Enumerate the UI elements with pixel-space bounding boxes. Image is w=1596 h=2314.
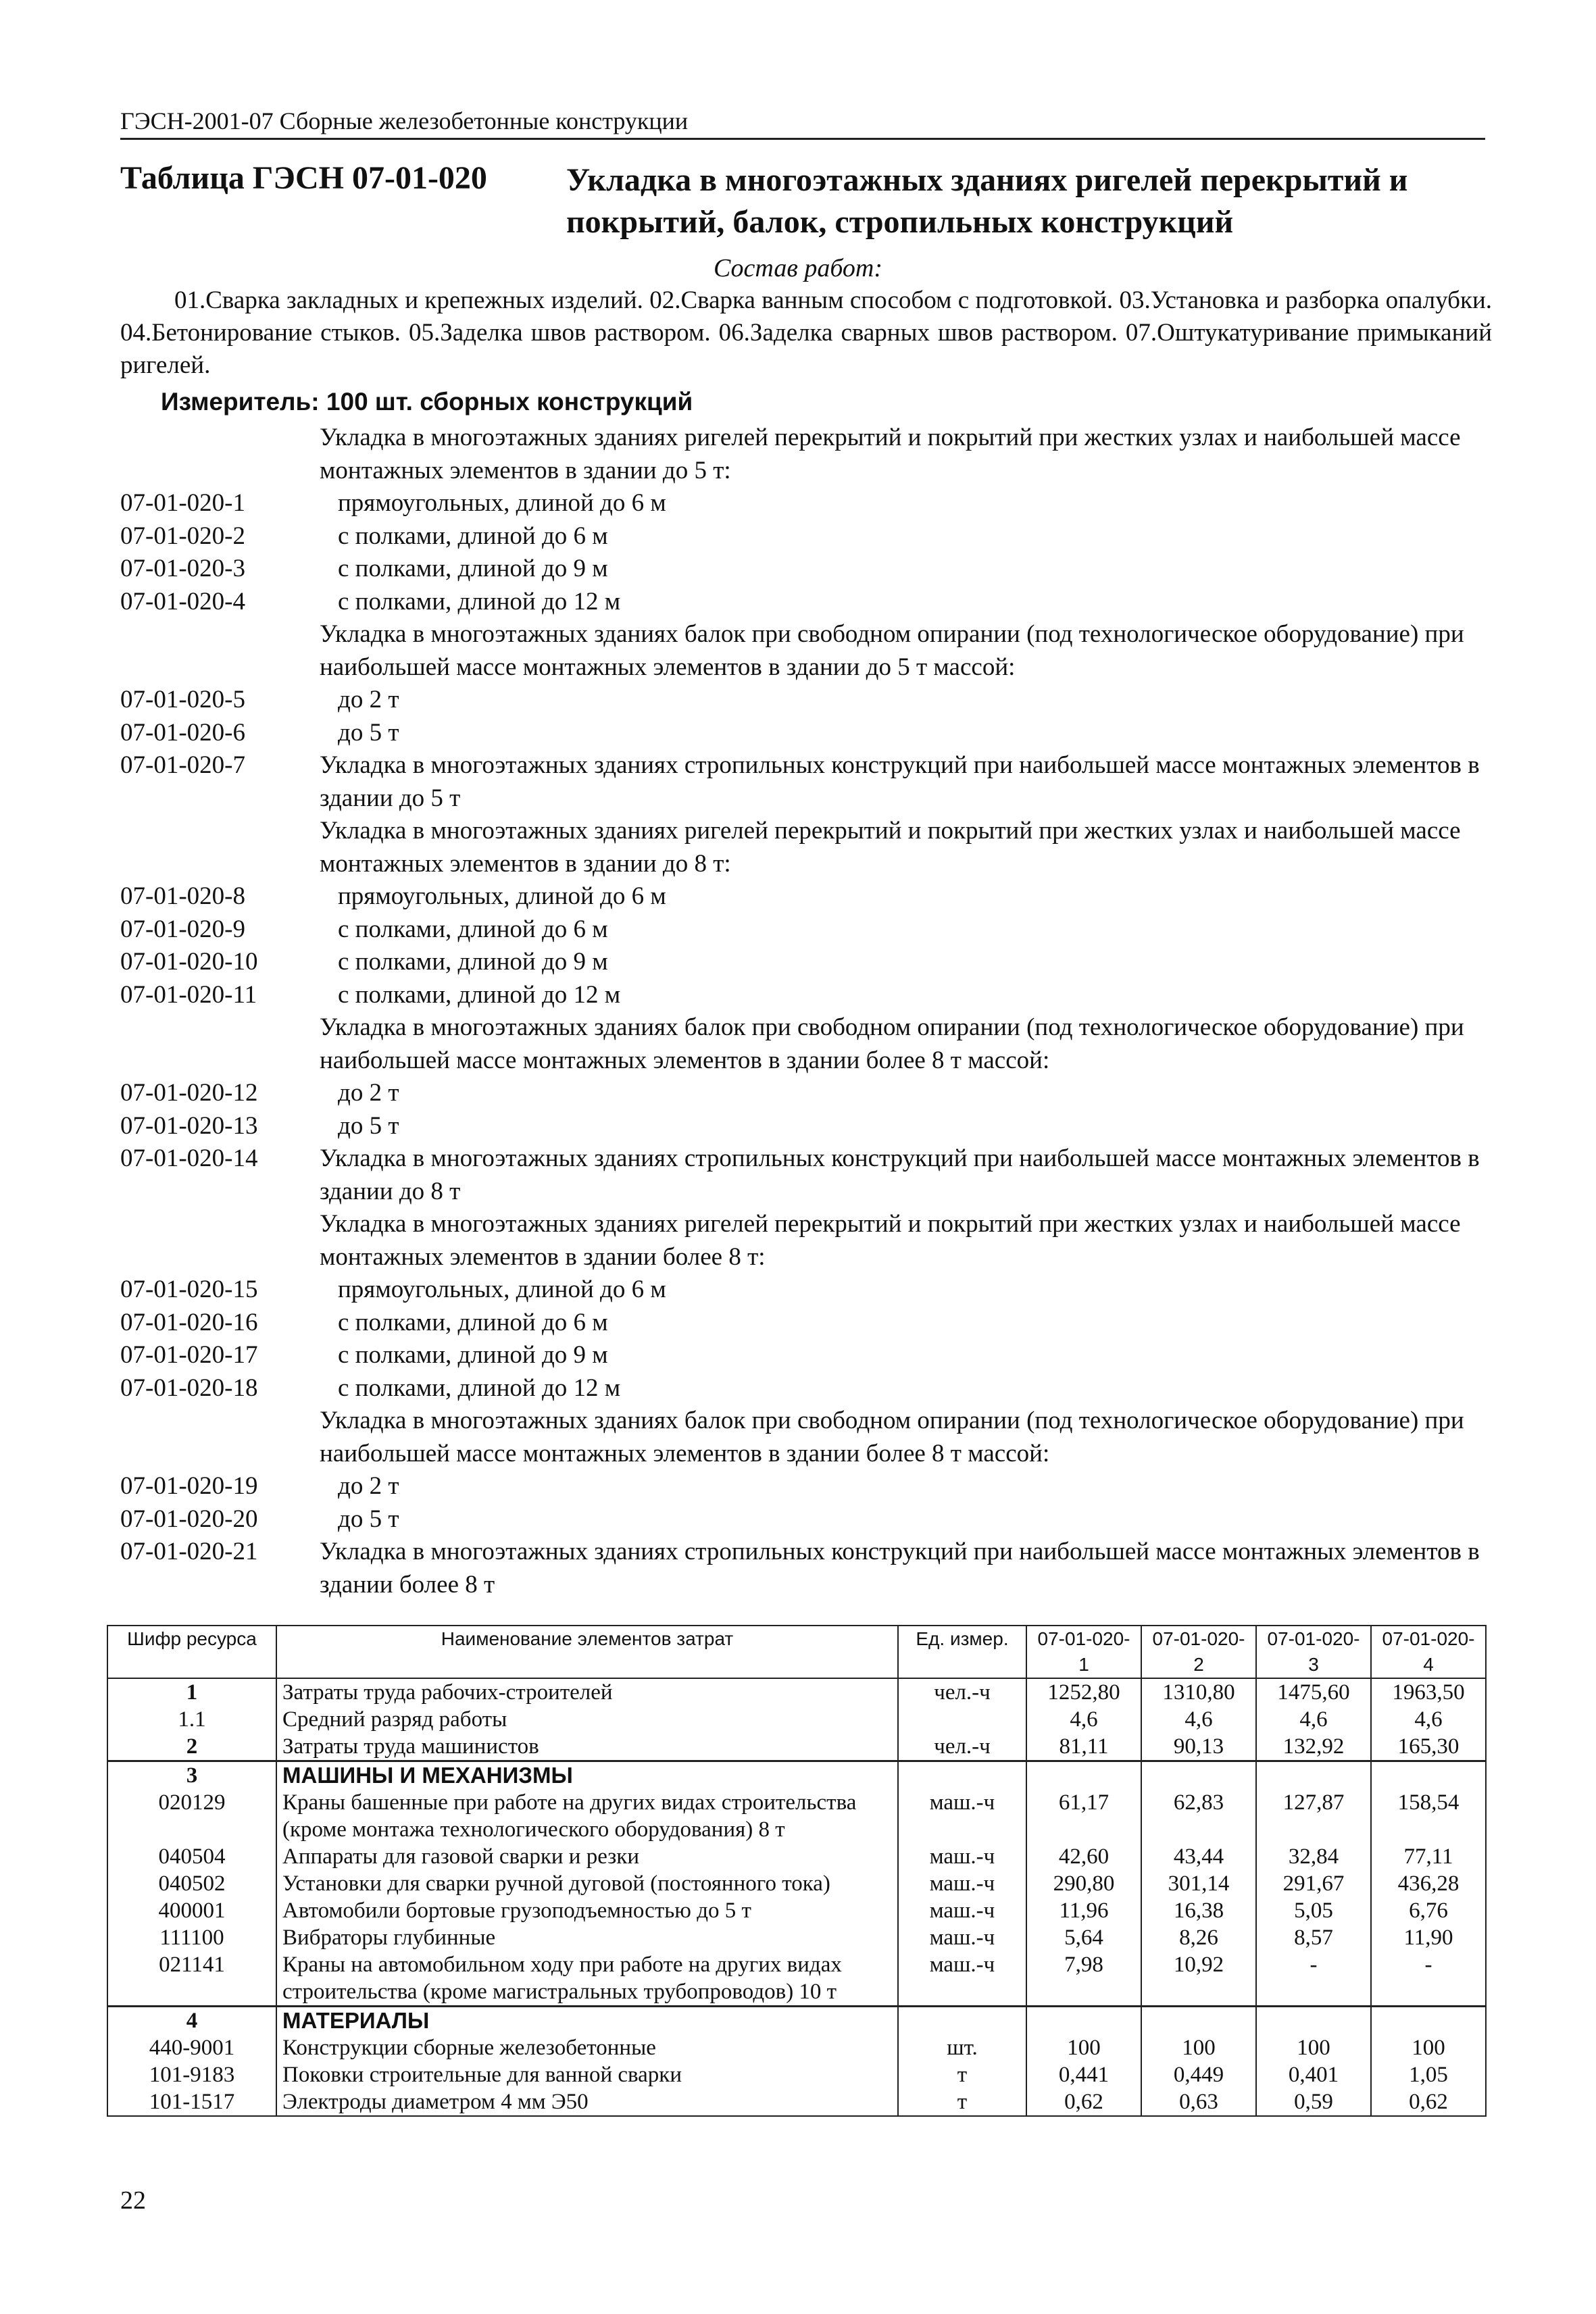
resource-value: 1963,50 — [1371, 1678, 1486, 1706]
norm-description: с полками, длиной до 6 м — [338, 522, 608, 550]
norm-code: 07-01-020-17 — [120, 1341, 258, 1369]
norm-description: прямоугольных, длиной до 6 м — [338, 882, 666, 910]
norm-code: 07-01-020-7 — [120, 751, 245, 779]
norm-code: 07-01-020-6 — [120, 718, 245, 747]
norm-code: 07-01-020-9 — [120, 915, 245, 943]
list-item — [120, 1339, 1492, 1372]
running-header: ГЭСН-2001-07 Сборные железобетонные конструкции — [120, 107, 1485, 140]
resource-value: 61,17 — [1026, 1789, 1141, 1843]
norm-code: 07-01-020-1 — [120, 489, 245, 517]
section-title: МАШИНЫ И МЕХАНИЗМЫ — [276, 1761, 898, 1790]
norm-code: 07-01-020-12 — [120, 1079, 258, 1107]
resource-code: 2 — [107, 1733, 276, 1761]
norm-description: Укладка в многоэтажных зданиях стропильных конструкций при наибольшей массе монтажных элементов в здании до 5 т — [320, 751, 1480, 812]
norm-code: 07-01-020-8 — [120, 882, 245, 910]
resource-value: 436,28 — [1371, 1870, 1486, 1897]
resource-value: 90,13 — [1141, 1733, 1256, 1761]
resource-value: 1310,80 — [1141, 1678, 1256, 1706]
list-item — [120, 487, 1492, 520]
resource-value: 100 — [1371, 2034, 1486, 2061]
table-row — [107, 2034, 1486, 2061]
column-header-unit: Ед. измер. — [898, 1626, 1026, 1678]
resource-unit: чел.-ч — [898, 1733, 1026, 1761]
norm-description: до 5 т — [338, 718, 399, 747]
resource-value: 16,38 — [1141, 1897, 1256, 1924]
list-item — [120, 553, 1492, 586]
resource-value: 132,92 — [1256, 1733, 1371, 1761]
resource-unit: чел.-ч — [898, 1678, 1026, 1706]
resource-name: Автомобили бортовые грузоподъемностью до 5 т — [276, 1897, 898, 1924]
list-item — [120, 586, 1492, 619]
resource-unit: маш.-ч — [898, 1789, 1026, 1843]
table-row — [107, 1843, 1486, 1870]
resource-unit: шт. — [898, 2034, 1026, 2061]
resource-name: Аппараты для газовой сварки и резки — [276, 1843, 898, 1870]
norm-description: Укладка в многоэтажных зданиях стропильных конструкций при наибольшей массе монтажных элементов в здании до 8 т — [320, 1145, 1480, 1205]
resource-unit: маш.-ч — [898, 1870, 1026, 1897]
table-section-row — [107, 1761, 1486, 1790]
norm-description: до 2 т — [338, 686, 399, 713]
resource-code: 021141 — [107, 1951, 276, 2007]
norm-entries-list — [120, 422, 1492, 1601]
column-header-name: Наименование элементов затрат — [276, 1626, 898, 1678]
norm-description: до 2 т — [338, 1079, 399, 1107]
resource-value — [1256, 1761, 1371, 1790]
resource-value: 1252,80 — [1026, 1678, 1141, 1706]
norm-description: с полками, длиной до 12 м — [338, 1374, 621, 1402]
resource-unit: маш.-ч — [898, 1897, 1026, 1924]
resource-unit — [898, 1706, 1026, 1733]
resource-name: Краны на автомобильном ходу при работе на других видах строительства (кроме магистральных трубопроводов) 10 т — [276, 1951, 898, 2007]
list-item — [120, 684, 1492, 717]
norm-description: с полками, длиной до 9 м — [338, 948, 608, 976]
resource-value: 5,64 — [1026, 1924, 1141, 1951]
norm-description: с полками, длиной до 9 м — [338, 1341, 608, 1369]
norm-code: 07-01-020-14 — [120, 1145, 258, 1172]
list-item — [120, 1307, 1492, 1340]
resource-value: 1,05 — [1371, 2061, 1486, 2088]
resource-code: 1 — [107, 1678, 276, 1706]
norm-code: 07-01-020-2 — [120, 522, 245, 550]
resource-value: 1475,60 — [1256, 1678, 1371, 1706]
table-row — [107, 1897, 1486, 1924]
resource-value: 11,90 — [1371, 1924, 1486, 1951]
resource-code: 101-1517 — [107, 2088, 276, 2116]
list-item — [120, 717, 1492, 750]
resource-code: 111100 — [107, 1924, 276, 1951]
list-item — [120, 815, 1492, 880]
composition-text: 01.Сварка закладных и крепежных изделий. 02.Сварка ванным способом с подготовкой. 03.Установка и разборка опалубки. 04.Бетонирование стыков. 05.Заделка швов раствором. 06.Заделка сварных швов раствором. 07.Оштукатуривание примыканий ригелей. — [120, 286, 1492, 379]
list-item — [120, 749, 1492, 815]
list-item — [120, 422, 1492, 487]
norm-description: Укладка в многоэтажных зданиях балок при свободном опирании (под технологическое оборудование) при наибольшей массе монтажных элементов в здании более 8 т массой: — [320, 1407, 1464, 1467]
column-header-norm: 07-01-020-3 — [1256, 1626, 1371, 1678]
resource-name: Затраты труда машинистов — [276, 1733, 898, 1761]
resource-name: Вибраторы глубинные — [276, 1924, 898, 1951]
measure-unit: Измеритель: 100 шт. сборных конструкций — [161, 388, 693, 416]
resource-value: 0,62 — [1026, 2088, 1141, 2116]
norm-code: 07-01-020-13 — [120, 1111, 258, 1140]
resource-value: 4,6 — [1256, 1706, 1371, 1733]
resource-value — [1371, 1761, 1486, 1790]
resource-value: 0,401 — [1256, 2061, 1371, 2088]
table-section-row — [107, 2007, 1486, 2035]
resource-value: 0,63 — [1141, 2088, 1256, 2116]
resource-value — [1141, 2007, 1256, 2035]
resource-cost-table — [107, 1625, 1487, 2117]
column-header-norm: 07-01-020-4 — [1371, 1626, 1486, 1678]
table-header-row — [107, 1626, 1486, 1678]
norm-description: Укладка в многоэтажных зданиях балок при свободном опирании (под технологическое оборудование) при наибольшей массе монтажных элементов в здании до 5 т массой: — [320, 620, 1464, 681]
norm-code: 07-01-020-18 — [120, 1374, 258, 1402]
list-item — [120, 880, 1492, 913]
resource-code: 040502 — [107, 1870, 276, 1897]
norm-description: с полками, длиной до 9 м — [338, 555, 608, 582]
page-number: 22 — [120, 2186, 146, 2215]
norm-description: до 2 т — [338, 1472, 399, 1500]
table-row — [107, 2088, 1486, 2116]
resource-value: 42,60 — [1026, 1843, 1141, 1870]
table-row — [107, 1706, 1486, 1733]
resource-name: Средний разряд работы — [276, 1706, 898, 1733]
resource-value: 0,449 — [1141, 2061, 1256, 2088]
resource-value — [1256, 2007, 1371, 2035]
section-title: МАТЕРИАЛЫ — [276, 2007, 898, 2035]
resource-value — [1141, 1761, 1256, 1790]
table-row — [107, 1870, 1486, 1897]
resource-value: 100 — [1256, 2034, 1371, 2061]
resource-value: 0,62 — [1371, 2088, 1486, 2116]
resource-value: 6,76 — [1371, 1897, 1486, 1924]
resource-value: 5,05 — [1256, 1897, 1371, 1924]
resource-value — [1026, 2007, 1141, 2035]
resource-unit: т — [898, 2088, 1026, 2116]
norm-code: 07-01-020-4 — [120, 587, 245, 615]
list-item — [120, 1372, 1492, 1405]
resource-name: Электроды диаметром 4 мм Э50 — [276, 2088, 898, 2116]
resource-code: 4 — [107, 2007, 276, 2035]
resource-name: Затраты труда рабочих-строителей — [276, 1678, 898, 1706]
norm-description: с полками, длиной до 12 м — [338, 980, 621, 1009]
norm-description: до 5 т — [338, 1505, 399, 1533]
list-item — [120, 520, 1492, 553]
resource-value: 11,96 — [1026, 1897, 1141, 1924]
norm-description: с полками, длиной до 6 м — [338, 1308, 608, 1336]
resource-value: 158,54 — [1371, 1789, 1486, 1843]
resource-value — [1371, 2007, 1486, 2035]
resource-value: 8,26 — [1141, 1924, 1256, 1951]
norm-description: с полками, длиной до 12 м — [338, 587, 621, 615]
norm-code: 07-01-020-5 — [120, 686, 245, 713]
table-code: Таблица ГЭСН 07-01-020 — [120, 160, 487, 196]
list-item — [120, 1011, 1492, 1077]
norm-description: с полками, длиной до 6 м — [338, 915, 608, 943]
resource-code: 020129 — [107, 1789, 276, 1843]
resource-code: 400001 — [107, 1897, 276, 1924]
resource-value: 100 — [1026, 2034, 1141, 2061]
resource-value: - — [1371, 1951, 1486, 2007]
norm-code: 07-01-020-20 — [120, 1505, 258, 1533]
list-item — [120, 1470, 1492, 1503]
norm-description: прямоугольных, длиной до 6 м — [338, 489, 666, 517]
norm-description: прямоугольных, длиной до 6 м — [338, 1276, 666, 1303]
resource-value: 43,44 — [1141, 1843, 1256, 1870]
norm-description: Укладка в многоэтажных зданиях балок при свободном опирании (под технологическое оборудование) при наибольшей массе монтажных элементов в здании более 8 т массой: — [320, 1013, 1464, 1074]
table-row — [107, 1924, 1486, 1951]
list-item — [120, 618, 1492, 684]
resource-code: 440-9001 — [107, 2034, 276, 2061]
resource-name: Установки для сварки ручной дуговой (постоянного тока) — [276, 1870, 898, 1897]
norm-description: Укладка в многоэтажных зданиях ригелей перекрытий и покрытий при жестких узлах и наибольшей массе монтажных элементов в здании до 8 т: — [320, 817, 1461, 878]
table-row — [107, 1789, 1486, 1843]
norm-code: 07-01-020-15 — [120, 1276, 258, 1303]
resource-unit: т — [898, 2061, 1026, 2088]
resource-code: 101-9183 — [107, 2061, 276, 2088]
list-item — [120, 1208, 1492, 1274]
column-header-norm: 07-01-020-2 — [1141, 1626, 1256, 1678]
resource-value: 165,30 — [1371, 1733, 1486, 1761]
resource-value: 127,87 — [1256, 1789, 1371, 1843]
list-item — [120, 1503, 1492, 1536]
norm-description: Укладка в многоэтажных зданиях стропильных конструкций при наибольшей массе монтажных элементов в здании более 8 т — [320, 1538, 1480, 1599]
resource-name: Конструкции сборные железобетонные — [276, 2034, 898, 2061]
resource-name: Поковки строительные для ванной сварки — [276, 2061, 898, 2088]
resource-unit — [898, 1761, 1026, 1790]
resource-unit — [898, 2007, 1026, 2035]
resource-value: 4,6 — [1371, 1706, 1486, 1733]
list-item — [120, 1536, 1492, 1601]
resource-value: 62,83 — [1141, 1789, 1256, 1843]
list-item — [120, 1405, 1492, 1470]
resource-value: 291,67 — [1256, 1870, 1371, 1897]
list-item — [120, 1142, 1492, 1208]
resource-value: 4,6 — [1141, 1706, 1256, 1733]
list-item — [120, 946, 1492, 979]
table-row — [107, 1678, 1486, 1706]
list-item — [120, 1110, 1492, 1143]
resource-value: 7,98 — [1026, 1951, 1141, 2007]
norm-code: 07-01-020-10 — [120, 948, 258, 976]
resource-value: 10,92 — [1141, 1951, 1256, 2007]
resource-unit: маш.-ч — [898, 1843, 1026, 1870]
resource-value: 8,57 — [1256, 1924, 1371, 1951]
norm-description: до 5 т — [338, 1111, 399, 1140]
list-item — [120, 1077, 1492, 1110]
norm-code: 07-01-020-16 — [120, 1308, 258, 1336]
resource-unit: маш.-ч — [898, 1951, 1026, 2007]
norm-description: Укладка в многоэтажных зданиях ригелей перекрытий и покрытий при жестких узлах и наибольшей массе монтажных элементов в здании более 8 т: — [320, 1210, 1461, 1271]
list-item — [120, 913, 1492, 947]
resource-value: 32,84 — [1256, 1843, 1371, 1870]
table-row — [107, 1733, 1486, 1761]
norm-code: 07-01-020-11 — [120, 980, 257, 1009]
resource-name: Краны башенные при работе на других видах строительства (кроме монтажа технологического оборудования) 8 т — [276, 1789, 898, 1843]
table-row — [107, 1951, 1486, 2007]
resource-value — [1026, 1761, 1141, 1790]
resource-value: 0,59 — [1256, 2088, 1371, 2116]
resource-code: 1.1 — [107, 1706, 276, 1733]
resource-unit: маш.-ч — [898, 1924, 1026, 1951]
table-row — [107, 2061, 1486, 2088]
column-header-code: Шифр ресурса — [107, 1626, 276, 1678]
resource-code: 040504 — [107, 1843, 276, 1870]
resource-value: 100 — [1141, 2034, 1256, 2061]
column-header-norm: 07-01-020-1 — [1026, 1626, 1141, 1678]
table-title: Укладка в многоэтажных зданиях ригелей перекрытий и покрытий, балок, стропильных конструкций — [566, 162, 1408, 240]
norm-description: Укладка в многоэтажных зданиях ригелей перекрытий и покрытий при жестких узлах и наибольшей массе монтажных элементов в здании до 5 т: — [320, 424, 1461, 484]
resource-code: 3 — [107, 1761, 276, 1790]
resource-value: 301,14 — [1141, 1870, 1256, 1897]
resource-value: 0,441 — [1026, 2061, 1141, 2088]
list-item — [120, 1274, 1492, 1307]
resource-value: - — [1256, 1951, 1371, 2007]
composition-label: Состав работ: — [713, 254, 883, 282]
norm-code: 07-01-020-21 — [120, 1538, 258, 1565]
resource-value: 290,80 — [1026, 1870, 1141, 1897]
resource-value: 81,11 — [1026, 1733, 1141, 1761]
norm-code: 07-01-020-19 — [120, 1472, 258, 1500]
resource-value: 4,6 — [1026, 1706, 1141, 1733]
resource-value: 77,11 — [1371, 1843, 1486, 1870]
list-item — [120, 979, 1492, 1012]
norm-code: 07-01-020-3 — [120, 555, 245, 582]
